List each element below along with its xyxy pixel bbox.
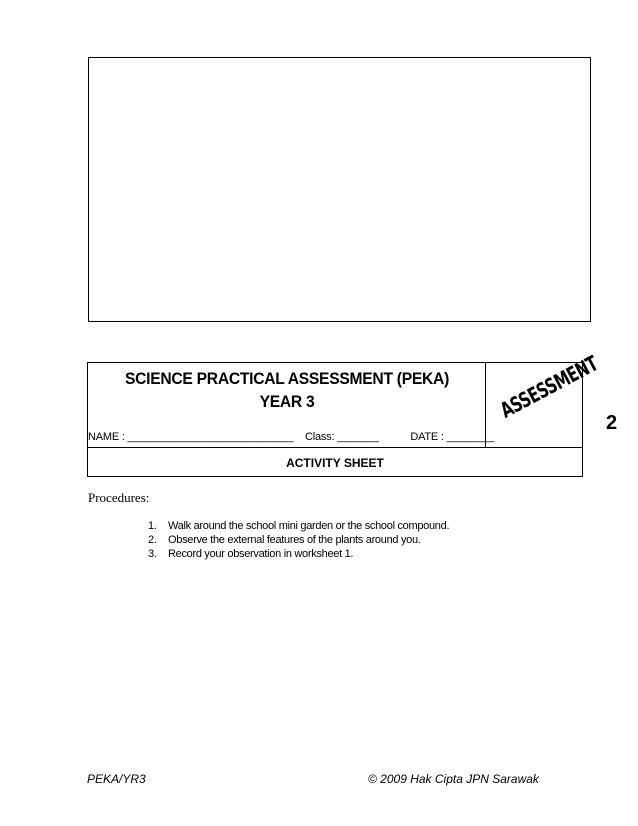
class-field-label: Class: _______	[304, 431, 379, 443]
blank-content-box	[88, 57, 591, 322]
list-item	[148, 533, 449, 547]
date-field-label: DATE : ________	[410, 431, 494, 443]
assessment-title: SCIENCE PRACTICAL ASSESSMENT (PEKA)	[124, 369, 450, 388]
assessment-stamp: ASSESSMENT	[496, 350, 603, 424]
activity-sheet-title: ACTIVITY SHEET	[286, 456, 384, 470]
step-number: 2.	[148, 534, 157, 546]
procedure-steps	[148, 519, 449, 561]
step-number: 3.	[148, 548, 157, 560]
stamp-cell	[486, 350, 603, 447]
step-text: Observe the external features of the plants around you.	[168, 534, 421, 546]
activity-sheet-row	[88, 447, 582, 476]
footer-copyright: © 2009 Hak Cipta JPN Sarawak	[368, 772, 539, 786]
assessment-header	[87, 350, 603, 477]
list-item	[148, 519, 449, 533]
step-text: Record your observation in worksheet 1.	[168, 548, 354, 560]
step-text: Walk around the school mini garden or the school compound.	[168, 520, 450, 532]
list-item	[148, 547, 449, 561]
student-info-line	[88, 431, 494, 443]
procedures-heading: Procedures:	[88, 490, 150, 505]
year-title: YEAR 3	[259, 392, 315, 411]
header-title-cell	[88, 363, 494, 447]
page-number: 2	[606, 412, 618, 434]
name-field-label: NAME : ____________________________	[88, 431, 294, 443]
footer-code: PEKA/YR3	[87, 772, 146, 786]
step-number: 1.	[148, 520, 157, 532]
